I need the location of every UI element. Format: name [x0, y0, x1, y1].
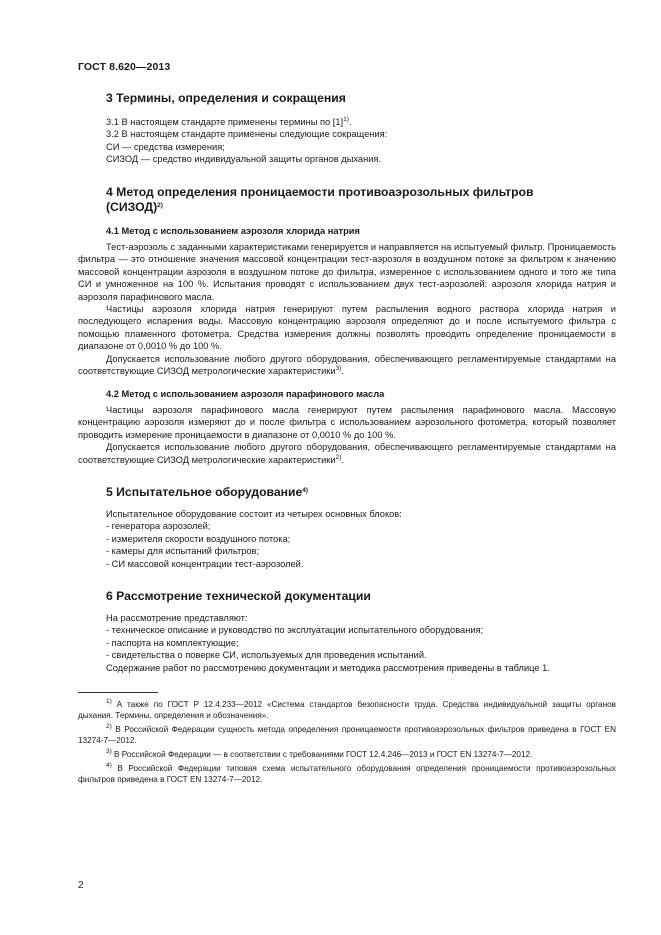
section-3-title: 3 Термины, определения и сокращения: [106, 91, 346, 105]
footnote-3: $^{3)}$ В Российской Федерации — в соответствии с требованиями ГОСТ 12.4.246—2013 и ГОСТ EN 13274-7—2012.: [106, 748, 533, 759]
paragraph: Допускается использование любого другого оборудования, обеспечивающего регламентируемые стандартами на соответствующие СИЗОД метрологические характеристики$^{3)}$.: [78, 353, 616, 377]
list-item: - техническое описание и руководство по эксплуатации испытательного оборудования;: [106, 625, 484, 636]
paragraph: Содержание работ по рассмотрению документации и методика рассмотрения приведены в таблице 1.: [106, 662, 550, 673]
list-item: - СИ массовой концентрации тест-аэрозолей.: [106, 558, 304, 569]
subsection-4-2-title: 4.2 Метод с использованием аэрозоля парафинового масла: [106, 388, 385, 399]
paragraph: Тест-аэрозоль с заданными характеристиками генерируется и направляется на испытуемый фильтр. Проницаемость фильтра — это отношение значения массовой концентрации тест-аэрозоля в воздушном потоке за фильтром к значению массовой концентрации аэрозоля в воздушном потоке до фильтра, измеренное с использованием одного и того же типа СИ и умноженное на 100 %. Испытания проводят с использованием двух тест-аэрозолей: аэрозоля хлорида натрия и аэрозоля парафинового масла.: [78, 242, 616, 302]
page-number: 2: [78, 880, 84, 891]
footnote-ref: 2): [157, 201, 163, 209]
section-6-title: 6 Рассмотрение технической документации: [106, 588, 371, 603]
footnote-ref: 4): [302, 486, 309, 494]
list-item: - камеры для испытаний фильтров;: [106, 546, 260, 557]
footnote-divider: [78, 692, 158, 693]
list-item: - генератора аэрозолей;: [106, 521, 211, 532]
list-item: - измерителя скорости воздушного потока;: [106, 533, 291, 544]
footnote-ref: 1): [343, 116, 349, 123]
footnote-2: $^{2)}$ В Российской Федерации сущность метода определения проницаемости противоаэрозольных фильтров приведена в ГОСТ EN 13274-7—2012.: [78, 723, 616, 745]
subsection-4-1-title: 4.1 Метод с использованием аэрозоля хлорида натрия: [106, 225, 360, 236]
section-5-title: 5 Испытательное оборудование$^{4)}$: [106, 484, 309, 499]
clause-3-1: 3.1 В настоящем стандарте применены термины по $[1]^{1)}$.: [106, 116, 352, 127]
section-4-title: 4 Метод определения проницаемости противоаэрозольных фильтров (СИЗОД)$^{2)}$: [106, 184, 534, 214]
document-body: [78, 91, 616, 788]
footnote-4: $^{4)}$ В Российской Федерации типовая схема испытательного оборудования определения проницаемости противоаэрозольных фильтров приведена в ГОСТ EN 13274-7—2012.: [78, 762, 616, 784]
clause-3-2: 3.2 В настоящем стандарте применены следующие сокращения:: [106, 129, 388, 140]
abbreviation-si: СИ — средства измерения;: [106, 141, 225, 152]
paragraph: Допускается использование любого другого оборудования, обеспечивающего регламентируемые стандартами на соответствующие СИЗОД метрологические характеристики$^{2)}$.: [78, 442, 616, 465]
abbreviation-sizod: СИЗОД — средство индивидуальной защиты органов дыхания.: [106, 154, 382, 165]
footnote-ref: 3): [335, 365, 342, 373]
section-6-intro: На рассмотрение представляют:: [106, 612, 248, 623]
section-5-intro: Испытательное оборудование состоит из четырех основных блоков:: [106, 508, 402, 519]
footnote-ref: 2): [335, 453, 342, 461]
paragraph: Частицы аэрозоля хлорида натрия генерируют путем распыления водного раствора хлорида натрия и последующего испарения воды. Массовую концентрацию аэрозоля определяют до и после испытуемого фильтра с помощью пламенного фотометра. Средства измерения должны позволять проводить определение проницаемости в диапазоне от 0,0010 % до 100 %.: [78, 304, 616, 352]
paragraph: Частицы аэрозоля парафинового масла генерируют путем распыления парафинового масла. Массовую концентрацию аэрозоля измеряют до и после фильтра с использованием аэрозольного фотометра, который позволяет проводить измерение проницаемости в диапазоне от 0,0010 % до 100 %.: [78, 404, 616, 440]
document-header: ГОСТ 8.620—2013: [78, 61, 171, 73]
list-item: - паспорта на комплектующие;: [106, 637, 239, 648]
list-item: - свидетельства о поверке СИ, используемых для проведения испытаний.: [106, 650, 427, 661]
footnote-1: $^{1)}$ А также по ГОСТ Р 12.4.233—2012 «Система стандартов безопасности труда. Средства индивидуальной защиты органов дыхания. Термины, определения и обозначения».: [78, 698, 616, 720]
